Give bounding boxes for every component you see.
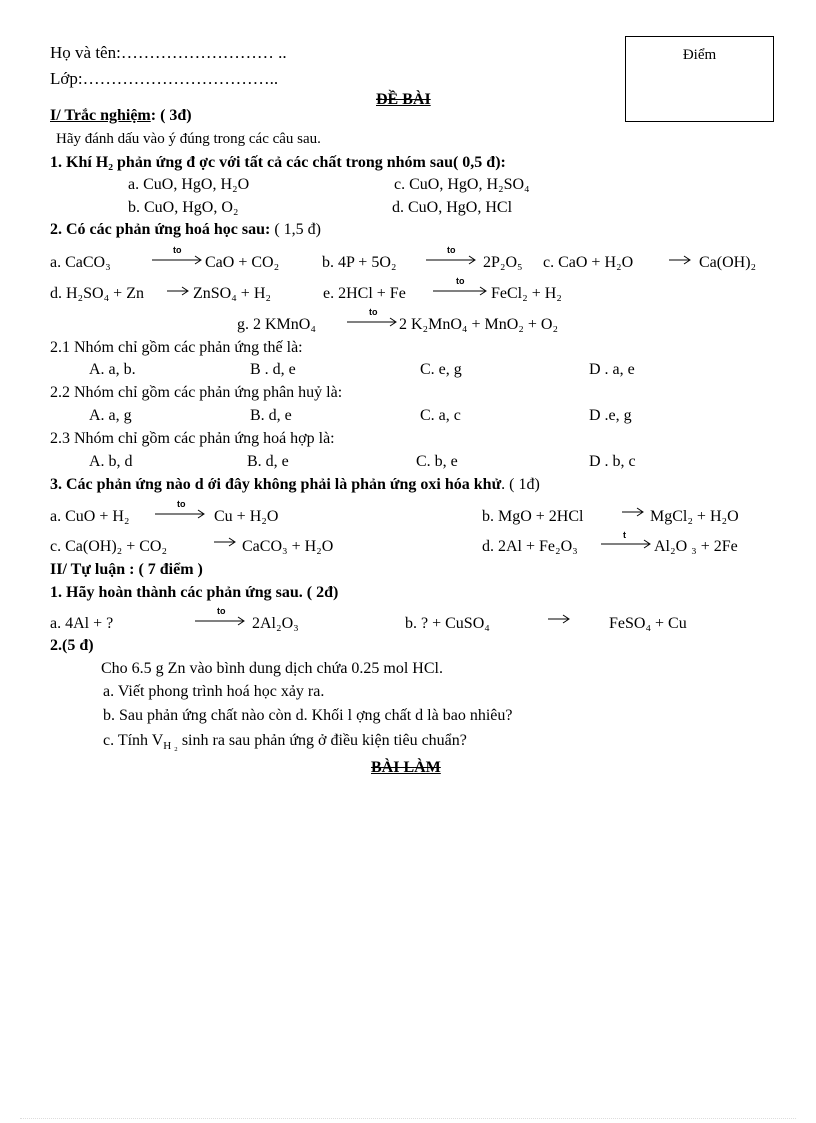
heat-label: to [217, 606, 226, 616]
part2-q1-eq-b-right: FeSO₄ + Cu [609, 615, 687, 632]
q2-eq-d-right: ZnSO₄ + H₂ [193, 285, 271, 302]
answer-title: BÀI LÀM [371, 759, 441, 776]
reaction-arrow-icon [155, 509, 207, 519]
part2-q1-eq-a-left: a. 4Al + ? [50, 615, 114, 632]
part2-q2-c-sub: H ₂ [163, 740, 178, 753]
q3-eq-a-left: a. CuO + H₂ [50, 508, 130, 525]
part2-q2-intro: Cho 6.5 g Zn vào bình dung dịch chứa 0.25 mol HCl. [101, 660, 443, 677]
reaction-arrow-icon [669, 255, 693, 265]
q2-eq-b-left: b. 4P + 5O₂ [322, 254, 397, 271]
reaction-arrow-icon [347, 317, 399, 327]
reaction-arrow-icon [601, 539, 653, 549]
q3-eq-b-left: b. MgO + 2HCl [482, 508, 584, 525]
reaction-arrow-icon [426, 255, 478, 265]
q1-option-d: d. CuO, HgO, HCl [392, 199, 513, 216]
page-footer-divider [20, 1118, 796, 1119]
q2-sub1-option-a: A. a, b. [89, 361, 136, 378]
part1-instruction: Hãy đánh dấu vào ý đúng trong các câu sau. [56, 131, 321, 147]
q2-eq-c-left: c. CaO + H₂O [543, 254, 634, 271]
q3-eq-d-right: Al₂O ₃ + 2Fe [654, 538, 738, 555]
q2-sub3-question: 2.3 Nhóm chỉ gồm các phản ứng hoá hợp là: [50, 430, 335, 447]
q3-points: . ( 1đ) [501, 476, 540, 493]
page-title: ĐỀ BÀI [376, 91, 431, 108]
heat-label: to [369, 307, 378, 317]
part2-heading: II/ Tự luận : ( 7 điểm ) [50, 561, 203, 578]
q2-eq-e-right: FeCl₂ + H₂ [491, 285, 562, 302]
q2-points: ( 1,5 đ) [274, 221, 321, 238]
part2-q1-eq-b-left: b. ? + CuSO₄ [405, 615, 490, 632]
q2-sub1-option-d: D . a, e [589, 361, 635, 378]
reaction-arrow-icon [152, 255, 204, 265]
q2-sub3-option-a: A. b, d [89, 453, 133, 470]
q2-sub2-question: 2.2 Nhóm chỉ gồm các phản ứng phân huỷ là: [50, 384, 343, 401]
q2-sub2-option-a: A. a, g [89, 407, 132, 424]
heat-label: to [177, 499, 186, 509]
reaction-arrow-icon [195, 616, 247, 626]
q1-option-a: a. CuO, HgO, H₂O [128, 176, 250, 193]
part2-q2-a: a. Viết phong trình hoá học xảy ra. [103, 683, 325, 700]
q2-eq-e-left: e. 2HCl + Fe [323, 285, 406, 302]
q2-sub3-option-b: B. d, e [247, 453, 289, 470]
q2-eq-c-right: Ca(OH)₂ [699, 254, 757, 271]
q2-sub1-option-b: B . d, e [250, 361, 296, 378]
part2-q2-b: b. Sau phản ứng chất nào còn d. Khối l ợng chất d là bao nhiêu? [103, 707, 513, 724]
q2-sub2-option-b: B. d, e [250, 407, 292, 424]
q1-option-b: b. CuO, HgO, O₂ [128, 199, 239, 216]
q1-title: 1. Khí H₂ phản ứng đ ợc với tất cả các chất trong nhóm sau( 0,5 đ): [50, 154, 506, 171]
part2-q1-title: 1. Hãy hoàn thành các phản ứng sau. ( 2đ) [50, 584, 339, 601]
q3-eq-b-right: MgCl₂ + H₂O [650, 508, 739, 525]
q3-eq-c-right: CaCO₃ + H₂O [242, 538, 334, 555]
q3-eq-c-left: c. Ca(OH)₂ + CO₂ [50, 538, 168, 555]
q2-eq-d-left: d. H₂SO₄ + Zn [50, 285, 144, 302]
q2-sub3-option-c: C. b, e [416, 453, 458, 470]
part1-heading-row [50, 108, 192, 124]
q2-sub1-option-c: C. e, g [420, 361, 462, 378]
heat-label: t [623, 530, 626, 540]
name-field-label: Họ và tên:……………………… .. [50, 43, 287, 62]
heat-label: to [447, 245, 456, 255]
part2-q1-eq-a-right: 2Al₂O₃ [252, 615, 299, 632]
class-field-label: Lớp:…………………………….. [50, 69, 279, 88]
q2-sub1-question: 2.1 Nhóm chỉ gồm các phản ứng thế là: [50, 339, 303, 356]
heat-label: to [173, 245, 182, 255]
reaction-arrow-icon [167, 286, 191, 296]
reaction-arrow-icon [433, 286, 489, 296]
q2-sub2-option-d: D .e, g [589, 407, 632, 424]
score-box [625, 36, 774, 122]
part2-q2-c-pre: c. Tính V [103, 732, 164, 749]
q2-title: 2. Có các phản ứng hoá học sau: [50, 221, 271, 238]
score-label: Điểm [682, 47, 717, 63]
part2-q2-c-post: sinh ra sau phản ứng ở điều kiện tiêu chuẩn? [177, 732, 467, 749]
reaction-arrow-icon [622, 507, 646, 517]
reaction-arrow-icon [548, 614, 572, 624]
q2-eq-g-right: 2 K₂MnO₄ + MnO₂ + O₂ [399, 316, 559, 333]
part2-q2-c [103, 733, 467, 752]
q2-sub2-option-c: C. a, c [420, 407, 461, 424]
q1-option-c: c. CuO, HgO, H₂SO₄ [394, 176, 530, 193]
q3-title: 3. Các phản ứng nào d ới đây không phải là phản ứng oxi hóa khử [50, 476, 502, 493]
q3-eq-d-left: d. 2Al + Fe₂O₃ [482, 538, 578, 555]
reaction-arrow-icon [214, 537, 238, 547]
q2-eq-a-right: CaO + CO₂ [205, 254, 280, 271]
part2-q2-title: 2.(5 đ) [50, 637, 94, 654]
part1-heading: I/ Trắc nghiệm [50, 107, 151, 124]
q2-eq-a-left: a. CaCO₃ [50, 254, 111, 271]
part1-points: : ( 3đ) [150, 107, 192, 124]
q2-eq-g-left: g. 2 KMnO₄ [237, 316, 316, 333]
heat-label: to [456, 276, 465, 286]
q3-eq-a-right: Cu + H₂O [214, 508, 279, 525]
q3-title-row [50, 477, 540, 493]
q2-eq-b-right: 2P₂O₅ [483, 254, 523, 271]
q2-sub3-option-d: D . b, c [589, 453, 636, 470]
q2-title-row [50, 222, 321, 238]
